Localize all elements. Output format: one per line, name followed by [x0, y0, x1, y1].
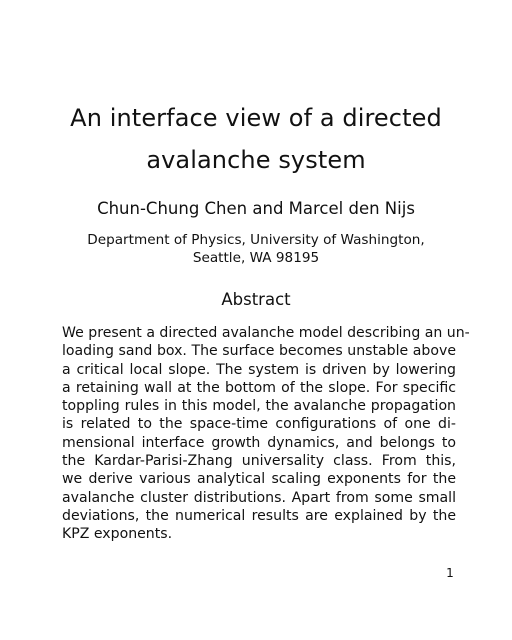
page-number: 1: [446, 566, 454, 580]
affiliation-line-1: Department of Physics, University of Washington,: [87, 232, 425, 248]
affiliation-line-2: Seattle, WA 98195: [192, 250, 320, 266]
abstract-line: the Kardar-Parisi-Zhang universality class. From this,: [62, 453, 456, 470]
abstract-line: a critical local slope. The system is driven by lowering: [62, 361, 456, 378]
abstract-line: we derive various analytical scaling exponents for the: [62, 471, 456, 488]
abstract-line: mensional interface growth dynamics, and belongs to: [62, 434, 456, 451]
abstract-line: KPZ exponents.: [62, 526, 173, 543]
abstract-line: We present a directed avalanche model describing an un-: [62, 325, 470, 341]
title-line-1: An interface view of a directed: [70, 104, 442, 132]
abstract-line: a retaining wall at the bottom of the slope. For specific: [62, 379, 456, 396]
author-list: Chun-Chung Chen and Marcel den Nijs: [97, 199, 415, 218]
abstract-line: avalanche cluster distributions. Apart from some small: [62, 489, 456, 506]
abstract-heading: Abstract: [221, 290, 291, 309]
abstract-line: is related to the space-time configurations of one di-: [62, 416, 456, 433]
title-line-2: avalanche system: [146, 146, 366, 174]
abstract-line: loading sand box. The surface becomes unstable above: [62, 343, 456, 360]
abstract-line: toppling rules in this model, the avalanche propagation: [62, 398, 456, 415]
abstract-body: [62, 324, 470, 544]
abstract-line: deviations, the numerical results are explained by the: [62, 507, 456, 524]
